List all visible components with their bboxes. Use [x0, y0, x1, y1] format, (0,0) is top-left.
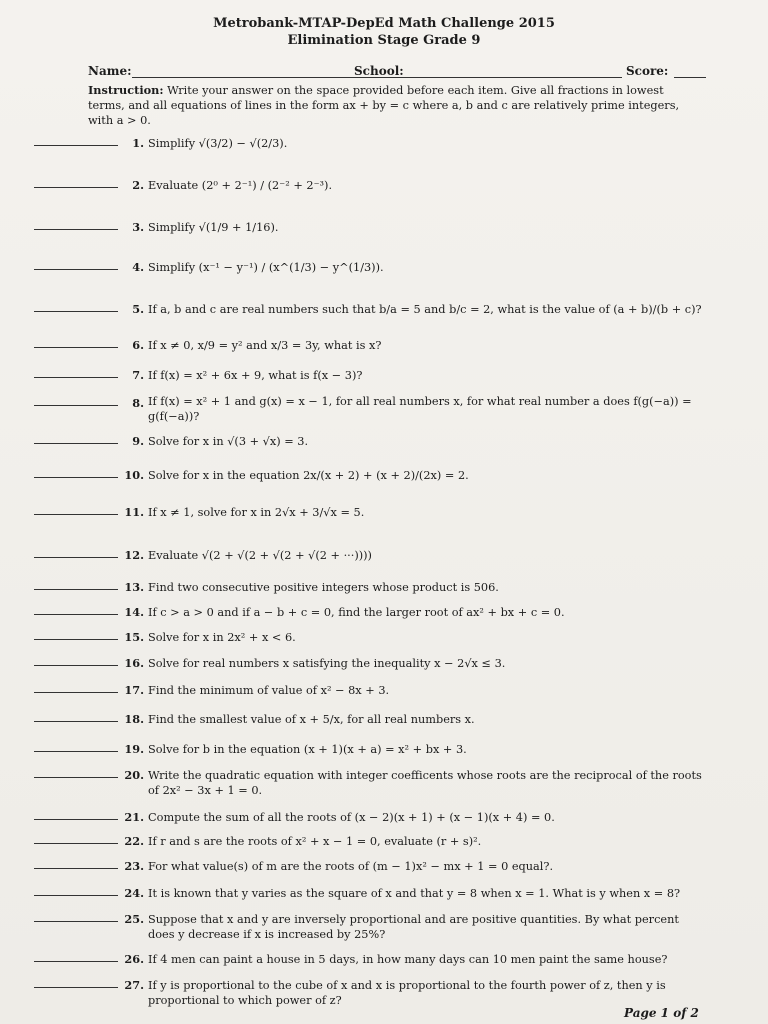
answer-blank[interactable]: [34, 443, 118, 444]
question-text: Suppose that x and y are inversely proportional and are positive quantities. By what percent does y decrease if x is increased by 25%?: [148, 913, 679, 941]
question-number: 4.: [132, 260, 144, 274]
question-text: For what value(s) of m are the roots of (m − 1)x² − mx + 1 = 0 equal?.: [148, 860, 554, 873]
question-text: Solve for real numbers x satisfying the inequality x − 2√x ≤ 3.: [148, 657, 506, 670]
answer-blank[interactable]: [34, 777, 118, 778]
question-number: 12.: [124, 548, 144, 562]
question-item: [34, 432, 714, 450]
name-label: Name:: [88, 64, 132, 78]
question-number: 8.: [132, 396, 144, 410]
question-text: Write the quadratic equation with integer coefficents whose roots are the reciprocal of the roots of 2x² − 3x + 1 = 0.: [148, 769, 702, 797]
question-item: [34, 857, 714, 875]
question-item: [34, 976, 714, 1007]
answer-blank[interactable]: [34, 377, 118, 378]
question-text: If f(x) = x² + 1 and g(x) = x − 1, for all real numbers x, for what real number a does f(g(−a)) = g(f(−a))?: [148, 395, 692, 423]
question-item: [34, 710, 714, 728]
answer-blank[interactable]: [34, 843, 118, 844]
question-item: [34, 832, 714, 850]
question-text: If f(x) = x² + 6x + 9, what is f(x − 3)?: [148, 369, 363, 382]
question-item: [34, 300, 714, 318]
answer-blank[interactable]: [34, 665, 118, 666]
answer-blank[interactable]: [34, 721, 118, 722]
question-text: Solve for x in 2x² + x < 6.: [148, 631, 296, 644]
question-number: 1.: [132, 136, 144, 150]
question-number: 16.: [124, 656, 144, 670]
instruction-text: Write your answer on the space provided before each item. Give all fractions in lowest terms, and all equations of lines in the form ax + by = c where a, b and c are relatively prime integers, with a > 0.: [88, 84, 680, 127]
answer-blank[interactable]: [34, 311, 118, 312]
answer-blank[interactable]: [34, 751, 118, 752]
question-number: 27.: [124, 978, 144, 992]
question-item: [34, 336, 714, 354]
answer-blank[interactable]: [34, 987, 118, 988]
question-text: If x ≠ 0, x/9 = y² and x/3 = 3y, what is x?: [148, 339, 382, 352]
question-number: 21.: [124, 810, 144, 824]
question-item: [34, 603, 714, 621]
question-number: 2.: [132, 178, 144, 192]
question-item: [34, 503, 714, 521]
question-number: 20.: [124, 768, 144, 782]
question-item: [34, 466, 714, 484]
question-number: 24.: [124, 886, 144, 900]
question-text: Simplify √(3/2) − √(2/3).: [148, 137, 288, 150]
question-item: [34, 950, 714, 968]
question-text: Find the smallest value of x + 5/x, for all real numbers x.: [148, 713, 475, 726]
answer-blank[interactable]: [34, 819, 118, 820]
answer-blank[interactable]: [34, 187, 118, 188]
question-text: It is known that y varies as the square of x and that y = 8 when x = 1. What is y when x = 8?: [148, 887, 681, 900]
answer-blank[interactable]: [34, 229, 118, 230]
question-number: 10.: [124, 468, 144, 482]
question-number: 9.: [132, 434, 144, 448]
question-item: [34, 884, 714, 902]
question-text: Solve for b in the equation (x + 1)(x + a) = x² + bx + 3.: [148, 743, 467, 756]
question-item: [34, 394, 714, 423]
question-text: Find two consecutive positive integers whose product is 506.: [148, 581, 499, 594]
answer-blank[interactable]: [34, 961, 118, 962]
answer-blank[interactable]: [34, 868, 118, 869]
student-info-row: [88, 64, 708, 80]
question-text: If c > a > 0 and if a − b + c = 0, find the larger root of ax² + bx + c = 0.: [148, 606, 565, 619]
question-text: If x ≠ 1, solve for x in 2√x + 3/√x = 5.: [148, 506, 365, 519]
answer-blank[interactable]: [34, 477, 118, 478]
question-text: Solve for x in the equation 2x/(x + 2) + (x + 2)/(2x) = 2.: [148, 469, 469, 482]
question-item: [34, 578, 714, 596]
question-number: 17.: [124, 683, 144, 697]
question-item: [34, 366, 714, 384]
answer-blank[interactable]: [34, 145, 118, 146]
answer-blank[interactable]: [34, 639, 118, 640]
question-text: If y is proportional to the cube of x and x is proportional to the fourth power of z, then y is proportional to which power of z?: [148, 979, 666, 1007]
question-text: Find the minimum of value of x² − 8x + 3.: [148, 684, 390, 697]
answer-blank[interactable]: [34, 405, 118, 406]
score-label: Score:: [626, 64, 669, 78]
question-item: [34, 218, 714, 236]
question-text: Solve for x in √(3 + √x) = 3.: [148, 435, 309, 448]
answer-blank[interactable]: [34, 269, 118, 270]
question-number: 5.: [132, 302, 144, 316]
question-item: [34, 176, 714, 194]
exam-title: Metrobank-MTAP-DepEd Math Challenge 2015: [213, 16, 555, 31]
instruction-label: Instruction:: [88, 83, 164, 97]
school-field[interactable]: [408, 77, 622, 78]
question-number: 22.: [124, 834, 144, 848]
instruction-block: [88, 83, 700, 128]
question-number: 3.: [132, 220, 144, 234]
answer-blank[interactable]: [34, 921, 118, 922]
question-number: 14.: [124, 605, 144, 619]
question-number: 13.: [124, 580, 144, 594]
answer-blank[interactable]: [34, 895, 118, 896]
question-number: 26.: [124, 952, 144, 966]
question-item: [34, 628, 714, 646]
question-number: 19.: [124, 742, 144, 756]
question-number: 11.: [124, 505, 144, 519]
question-text: Evaluate (2⁰ + 2⁻¹) / (2⁻² + 2⁻³).: [148, 179, 333, 192]
answer-blank[interactable]: [34, 514, 118, 515]
answer-blank[interactable]: [34, 347, 118, 348]
question-text: If a, b and c are real numbers such that b/a = 5 and b/c = 2, what is the value of (a + b)/(b + c)?: [148, 303, 702, 316]
question-text: Simplify (x⁻¹ − y⁻¹) / (x^(1/3) − y^(1/3)).: [148, 261, 384, 274]
answer-blank[interactable]: [34, 614, 118, 615]
question-item: [34, 546, 714, 564]
question-number: 7.: [132, 368, 144, 382]
question-number: 15.: [124, 630, 144, 644]
page-indicator: Page 1 of 2: [624, 1006, 699, 1020]
question-number: 25.: [124, 912, 144, 926]
question-number: 6.: [132, 338, 144, 352]
answer-blank[interactable]: [34, 692, 118, 693]
question-text: If 4 men can paint a house in 5 days, in how many days can 10 men paint the same house?: [148, 953, 668, 966]
question-item: [34, 808, 714, 826]
question-text: Simplify √(1/9 + 1/16).: [148, 221, 279, 234]
question-number: 18.: [124, 712, 144, 726]
question-item: [34, 654, 714, 672]
answer-blank[interactable]: [34, 557, 118, 558]
question-item: [34, 766, 714, 797]
question-number: 23.: [124, 859, 144, 873]
question-text: Evaluate √(2 + √(2 + √(2 + √(2 + ···)))): [148, 549, 372, 562]
question-item: [34, 258, 714, 276]
question-text: Compute the sum of all the roots of (x − 2)(x + 1) + (x − 1)(x + 4) = 0.: [148, 811, 555, 824]
question-item: [34, 740, 714, 758]
question-item: [34, 134, 714, 152]
exam-subtitle: Elimination Stage Grade 9: [287, 33, 481, 48]
question-item: [34, 910, 714, 941]
question-text: If r and s are the roots of x² + x − 1 = 0, evaluate (r + s)².: [148, 835, 482, 848]
question-item: [34, 681, 714, 699]
score-field[interactable]: [674, 77, 706, 78]
school-label: School:: [354, 64, 404, 78]
answer-blank[interactable]: [34, 589, 118, 590]
